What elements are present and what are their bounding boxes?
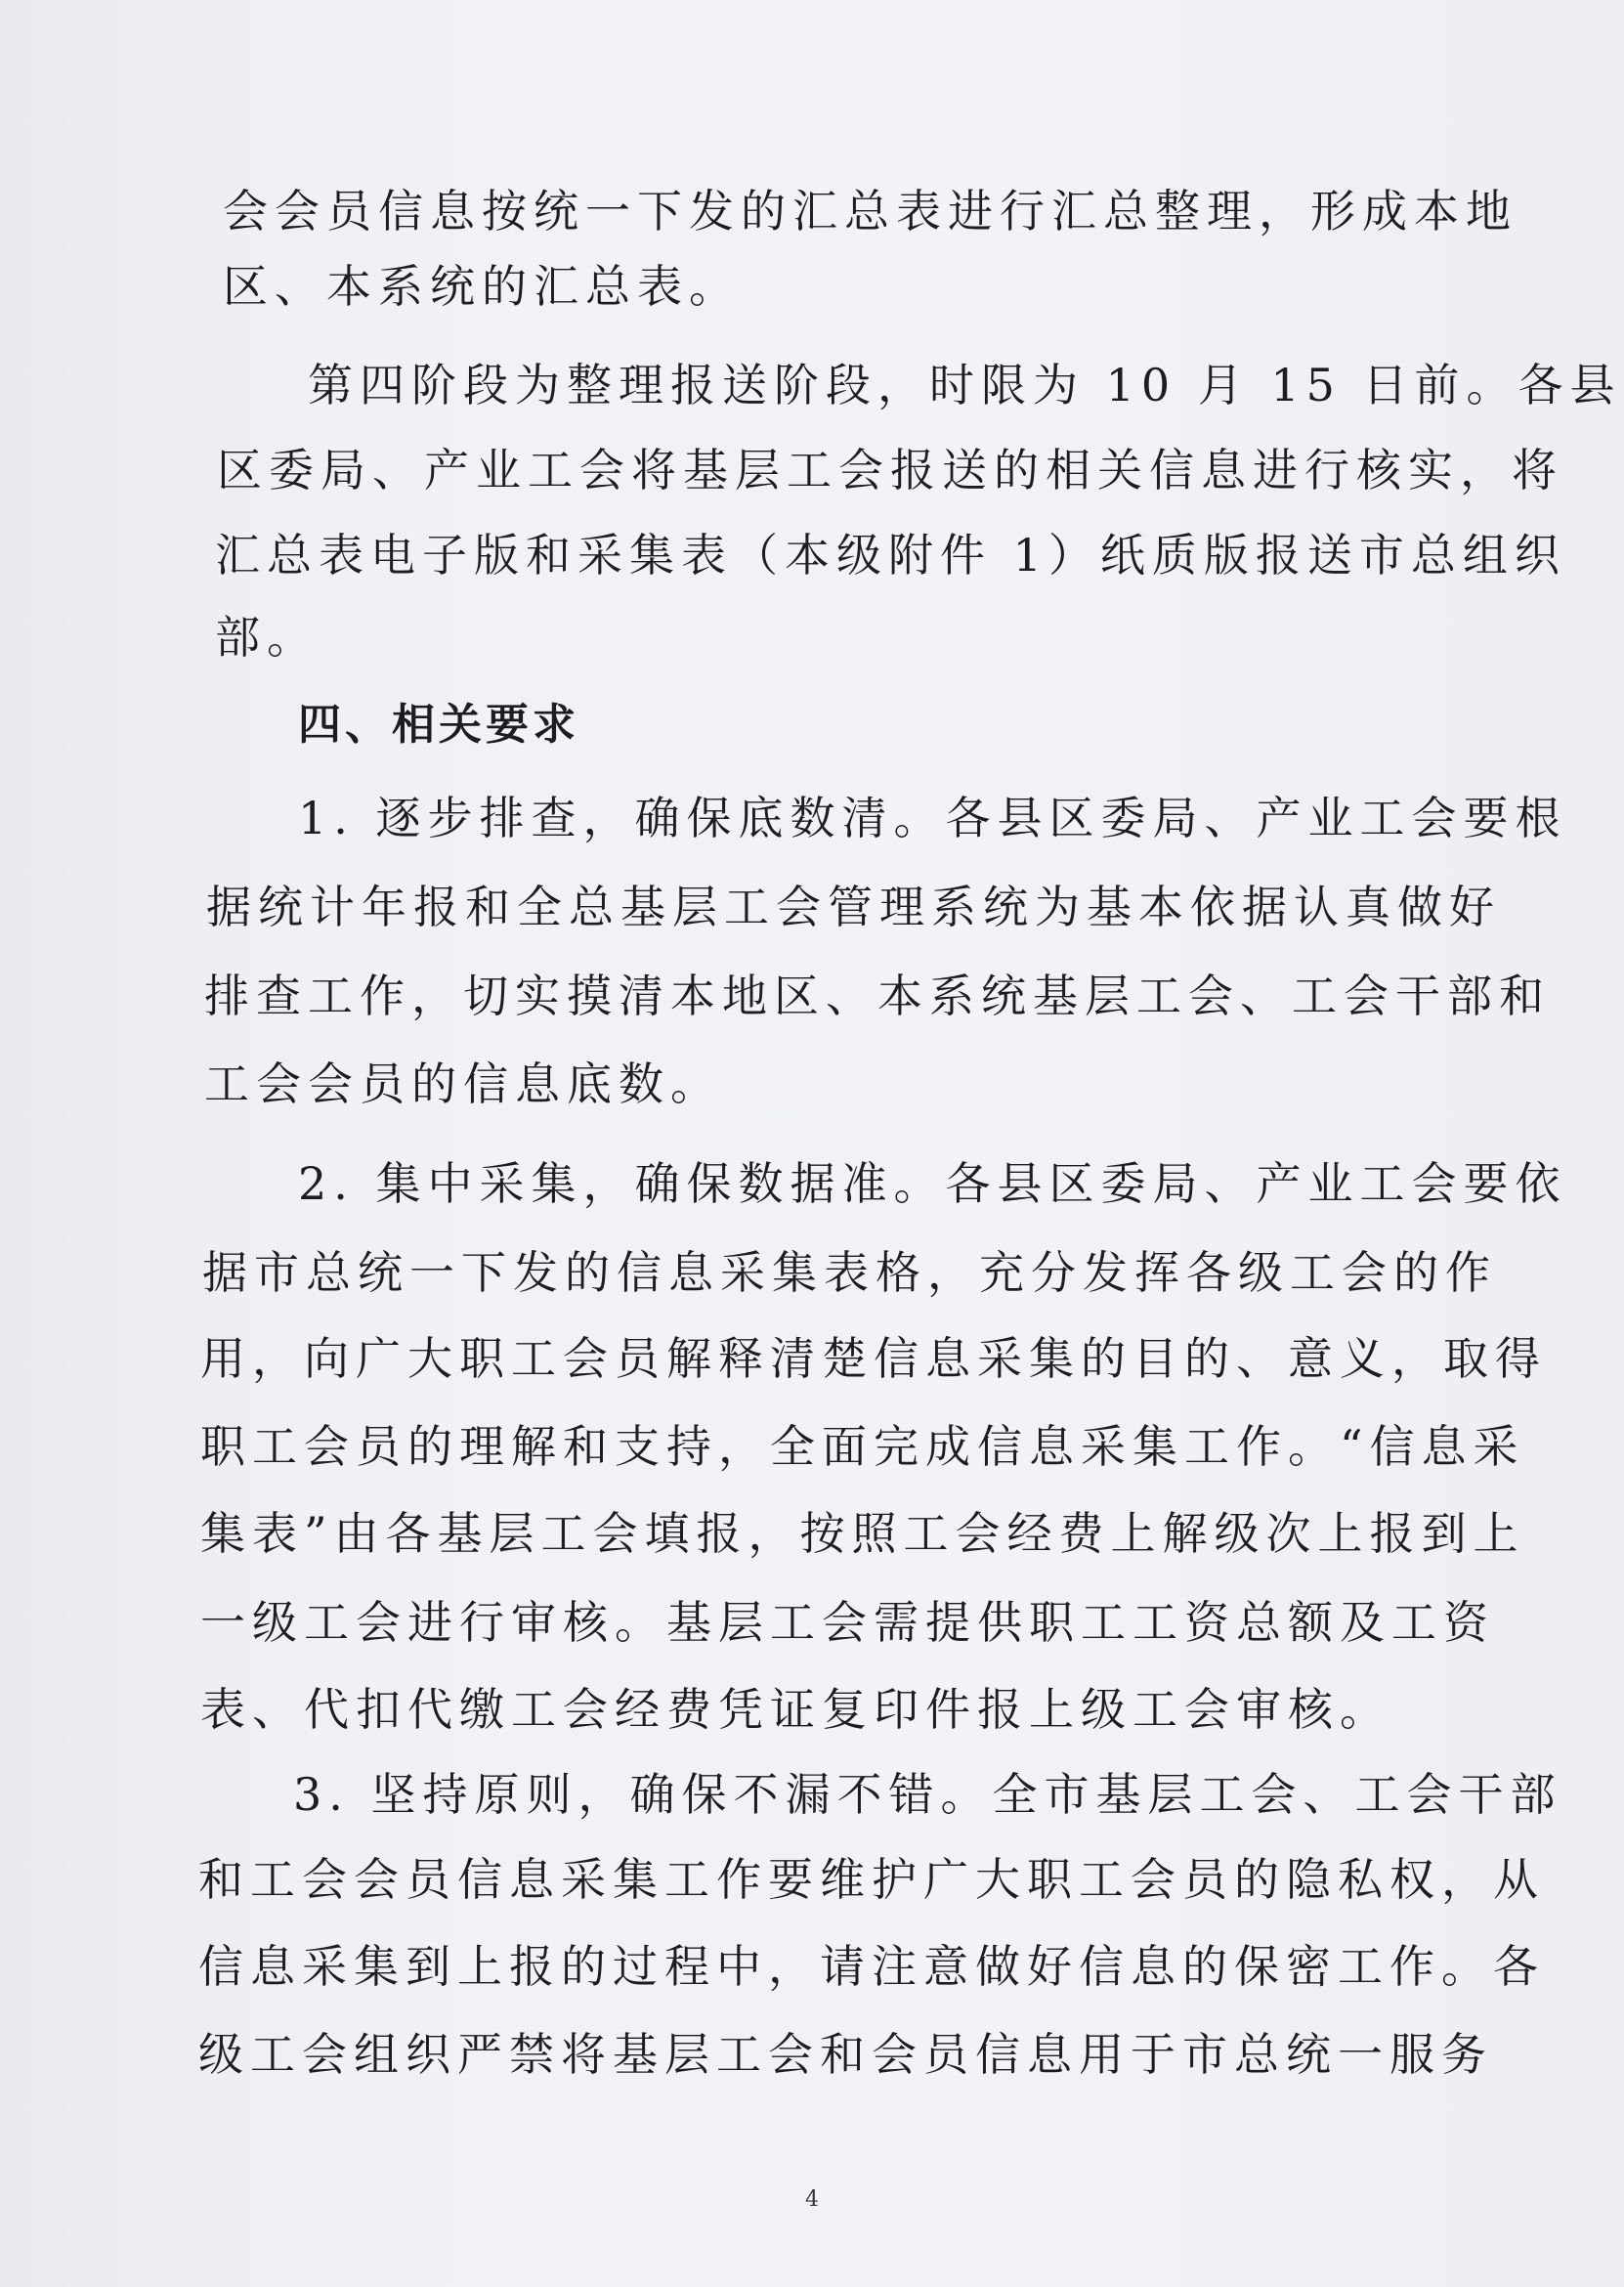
text-line: 表、代扣代缴工会经费凭证复印件报上级工会审核。 xyxy=(200,1683,1391,1736)
text-line: 区委局、产业工会将基层工会报送的相关信息进行核实，将 xyxy=(217,444,1563,496)
text-line: 区、本系统的汇总表。 xyxy=(223,260,741,313)
page-number: 4 xyxy=(805,2187,819,2212)
text-line: 工会会员的信息底数。 xyxy=(204,1057,722,1110)
text-line: 1. 逐步排查，确保底数清。各县区委局、产业工会要根 xyxy=(298,792,1567,844)
text-line: 第四阶段为整理报送阶段，时限为 10 月 15 日前。各县 xyxy=(308,359,1622,411)
text-line: 2. 集中采集，确保数据准。各县区委局、产业工会要依 xyxy=(298,1157,1567,1210)
text-line: 会会员信息按统一下发的汇总表进行汇总整理，形成本地 xyxy=(223,185,1517,237)
text-line: 据统计年报和全总基层工会管理系统为基本依据认真做好 xyxy=(206,881,1501,933)
text-line: 排查工作，切实摸清本地区、本系统基层工会、工会干部和 xyxy=(204,970,1551,1022)
text-line: 和工会会员信息采集工作要维护广大职工会员的隐私权，从 xyxy=(198,1853,1545,1906)
text-line: 汇总表电子版和采集表（本级附件 1）纸质版报送市总组织 xyxy=(215,529,1566,582)
text-line: 职工会员的理解和支持，全面完成信息采集工作。“信息采 xyxy=(200,1420,1525,1473)
text-line: 3. 坚持原则，确保不漏不错。全市基层工会、工会干部 xyxy=(293,1768,1562,1821)
text-line: 据市总统一下发的信息采集表格，充分发挥各级工会的作 xyxy=(202,1246,1497,1299)
section-heading: 四、相关要求 xyxy=(298,700,579,750)
text-line: 级工会组织严禁将基层工会和会员信息用于市总统一服务 xyxy=(198,2028,1493,2081)
text-line: 信息采集到上报的过程中，请注意做好信息的保密工作。各 xyxy=(198,1940,1545,1993)
text-line: 部。 xyxy=(215,611,319,664)
text-line: 集表”由各基层工会填报，按照工会经费上解级次上报到上 xyxy=(200,1507,1525,1560)
text-line: 用，向广大职工会员解释清楚信息采集的目的、意义，取得 xyxy=(200,1332,1547,1385)
text-line: 一级工会进行审核。基层工会需提供职工工资总额及工资 xyxy=(200,1596,1495,1649)
